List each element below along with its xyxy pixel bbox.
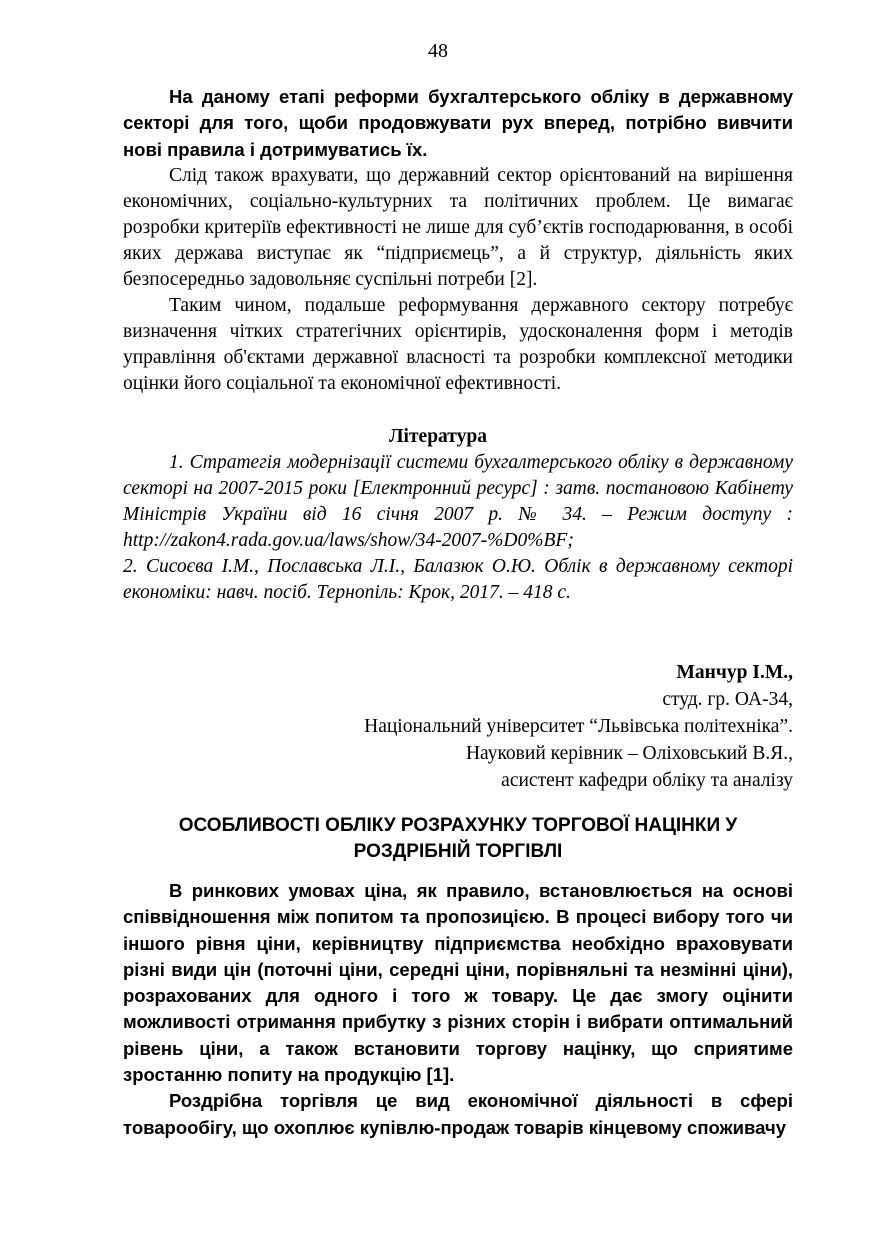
page-number: 48 [428, 40, 448, 62]
author-name: Манчур І.М., [676, 662, 793, 683]
reference-item-2: 2. Сисоєва І.М., Пославська Л.І., Балазюк О.Ю. Облік в державному секторі економіки: навч. посіб. Тернопіль: Крок, 2017. – 418 с. [123, 556, 793, 603]
literature-list [123, 450, 793, 606]
author-group: студ. гр. ОА-34, [662, 689, 793, 710]
article-body [123, 878, 793, 1141]
article-paragraph-2: Роздрібна торгівля це вид економічної діяльності в сфері товарообігу, що охоплює купівлю-продаж товарів кінцевому споживачу [123, 1090, 793, 1138]
author-university: Національний університет “Львівська політехніка”. [364, 716, 793, 737]
intro-text [123, 84, 793, 397]
intro-paragraph-1: На даному етапі реформи бухгалтерського обліку в державному секторі для того, щоби продовжувати рух вперед, потрібно вивчити нові правила і дотримуватись їх. [123, 86, 793, 160]
article-paragraph-1: В ринкових умовах ціна, як правило, встановлюється на основі співвідношення між попитом та пропозицією. В процесі вибору того чи іншого рівня ціни, керівництву підприємства необхідно враховувати різні види цін (поточні ціни, середні ціни, порівняльні та незмінні ціни), розрахованих для одного і того ж товару. Це дає змогу оцінити можливості отримання прибутку з різних сторін і вибрати оптимальний рівень ціни, а також встановити торгову націнку, що сприятиме зростанню попиту на продукцію [1]. [123, 880, 793, 1086]
article-title: ОСОБЛИВОСТІ ОБЛІКУ РОЗРАХУНКУ ТОРГОВОЇ НАЦІНКИ У РОЗДРІБНІЙ ТОРГІВЛІ [178, 815, 738, 862]
author-block [364, 659, 793, 794]
intro-paragraph-2: Слід також врахувати, що державний сектор орієнтований на вирішення економічних, соціально-культурних та політичних проблем. Це вимагає розробки критеріїв ефективності не лише для суб’єктів господарювання, в особі яких держава виступає як “підприємець”, а й структур, діяльність яких безпосередньо задовольняє суспільні потреби [2]. [123, 164, 793, 290]
literature-title: Література [389, 426, 487, 447]
author-supervisor: Науковий керівник – Оліховський В.Я., [465, 743, 793, 764]
intro-paragraph-3: Таким чином, подальше реформування державного сектору потребує визначення чітких стратегічних орієнтирів, удосконалення форм і методів управління об'єктами державної власності та розробки комплексної методики оцінки його соціальної та економічної ефективності. [123, 294, 793, 394]
author-supervisor-position: асистент кафедри обліку та аналізу [501, 770, 793, 791]
reference-item-1: 1. Стратегія модернізації системи бухгалтерського обліку в державному секторі на 2007-2015 роки [Електронний ресурс] : затв. постановою Кабінету Міністрів України від 16 січня 2007 р. № 34. – Режим доступу : http://zakon4.rada.gov.ua/laws/show/34-2007-%D0%BF; [123, 452, 793, 551]
